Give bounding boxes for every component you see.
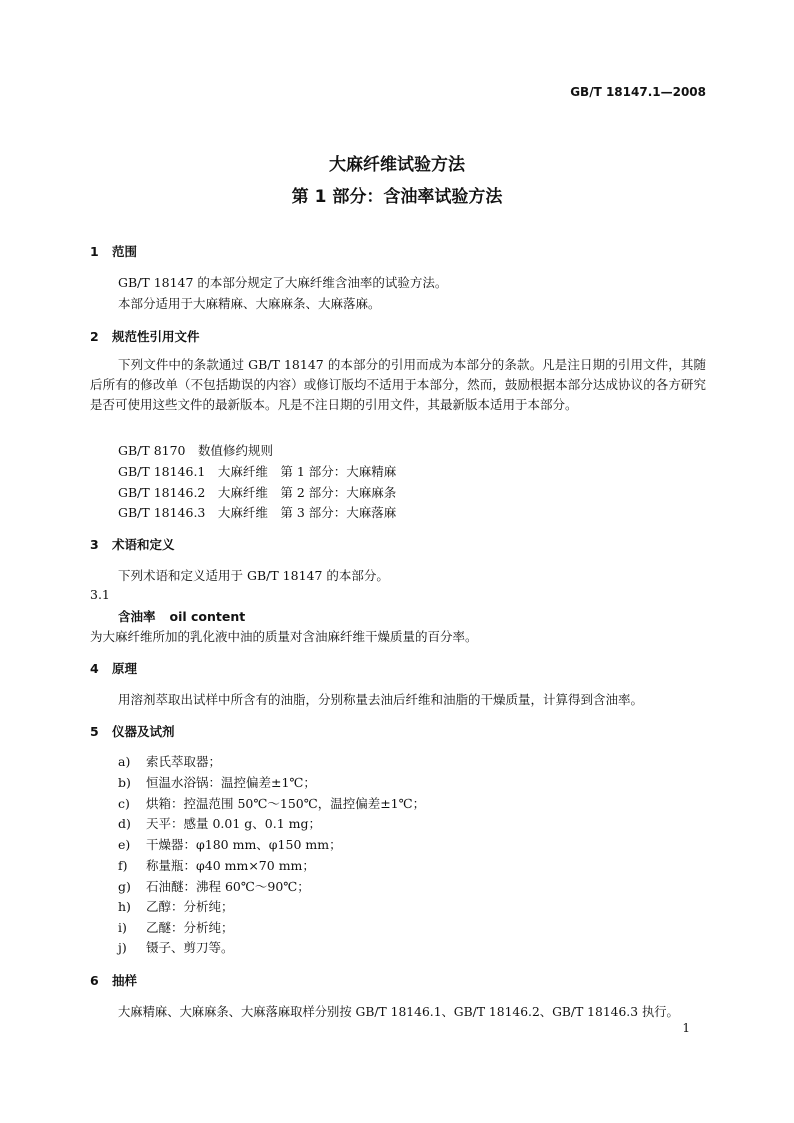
list-text: 干燥器：φ180 mm、φ150 mm； — [146, 837, 342, 852]
list-item — [118, 773, 316, 791]
list-label: f) — [118, 858, 128, 873]
list-item — [118, 877, 310, 895]
term-english: oil content — [169, 609, 246, 624]
section-2-heading — [90, 327, 200, 345]
section-number: 2 — [90, 329, 99, 344]
reference-item: GB/T 18146.1 大麻纤维 第 1 部分：大麻精麻 — [118, 464, 397, 479]
list-label: j) — [118, 940, 127, 955]
list-text: 烘箱：控温范围 50℃～150℃，温控偏差±1℃； — [146, 796, 426, 811]
list-label: i) — [118, 920, 127, 935]
term-definition: 为大麻纤维所加的乳化液中油的质量对含油麻纤维干燥质量的百分率。 — [90, 629, 478, 644]
section-title: 范围 — [112, 244, 138, 259]
section-1-heading — [90, 242, 137, 260]
section-title: 术语和定义 — [112, 537, 175, 552]
list-label: g) — [118, 879, 131, 894]
list-item — [118, 814, 321, 832]
list-text: 称量瓶：φ40 mm×70 mm； — [146, 858, 315, 873]
list-text: 石油醚：沸程 60℃～90℃； — [146, 879, 310, 894]
section-number: 1 — [90, 244, 99, 259]
section-title: 规范性引用文件 — [112, 329, 200, 344]
list-item — [118, 835, 342, 853]
section-2-paragraph: 下列文件中的条款通过 GB/T 18147 的本部分的引用而成为本部分的条款。凡是注日期的引用文件，其随后所有的修改单（不包括勘误的内容）或修订版均不适用于本部分，然而，鼓励根据本部分达成协议的各方研究是否可使用这些文件的最新版本。凡是不注日期的引用文件，其最新版本适用于本部分。 — [90, 357, 706, 412]
list-label: c) — [118, 796, 130, 811]
list-item — [118, 938, 234, 956]
section-title: 仪器及试剂 — [112, 724, 175, 739]
section-title: 原理 — [112, 661, 138, 676]
document-subtitle: 第 1 部分：含油率试验方法 — [291, 187, 503, 207]
section-6-heading — [90, 971, 137, 989]
list-label: a) — [118, 754, 131, 769]
reference-item: GB/T 18146.2 大麻纤维 第 2 部分：大麻麻条 — [118, 485, 397, 500]
list-item — [118, 918, 234, 936]
list-item — [118, 856, 315, 874]
section-number: 6 — [90, 973, 99, 988]
section-3-heading — [90, 535, 175, 553]
section-3-paragraph-1: 下列术语和定义适用于 GB/T 18147 的本部分。 — [118, 568, 389, 583]
list-text: 天平：感量 0.01 g、0.1 mg； — [146, 816, 321, 831]
list-text: 乙醇：分析纯； — [146, 899, 234, 914]
reference-item: GB/T 8170 数值修约规则 — [118, 443, 274, 458]
list-text: 镊子、剪刀等。 — [146, 940, 234, 955]
list-label: b) — [118, 775, 131, 790]
list-text: 乙醚：分析纯； — [146, 920, 234, 935]
term-chinese: 含油率 — [118, 609, 156, 624]
standard-number: GB/T 18147.1—2008 — [570, 85, 706, 99]
list-text: 恒温水浴锅：温控偏差±1℃； — [146, 775, 316, 790]
section-number: 4 — [90, 661, 99, 676]
reference-item: GB/T 18146.3 大麻纤维 第 3 部分：大麻落麻 — [118, 505, 397, 520]
section-1-paragraph-2: 本部分适用于大麻精麻、大麻麻条、大麻落麻。 — [118, 296, 381, 311]
section-title: 抽样 — [112, 973, 138, 988]
page-number: 1 — [682, 1021, 690, 1035]
section-5-heading — [90, 722, 175, 740]
list-text: 索氏萃取器； — [146, 754, 222, 769]
term-entry — [118, 607, 245, 625]
section-6-paragraph: 大麻精麻、大麻麻条、大麻落麻取样分别按 GB/T 18146.1、GB/T 18146.2、GB/T 18146.3 执行。 — [118, 1005, 679, 1019]
section-4-paragraph: 用溶剂萃取出试样中所含有的油脂，分别称量去油后纤维和油脂的干燥质量，计算得到含油率。 — [118, 692, 644, 707]
section-4-heading — [90, 659, 137, 677]
document-title: 大麻纤维试验方法 — [329, 155, 465, 175]
list-label: h) — [118, 899, 131, 914]
subsection-number: 3.1 — [90, 587, 110, 602]
section-1-paragraph-1: GB/T 18147 的本部分规定了大麻纤维含油率的试验方法。 — [118, 275, 448, 290]
section-number: 5 — [90, 724, 99, 739]
section-number: 3 — [90, 537, 99, 552]
list-label: e) — [118, 837, 131, 852]
list-label: d) — [118, 816, 131, 831]
list-item — [118, 897, 234, 915]
list-item — [118, 794, 425, 812]
list-item — [118, 752, 221, 770]
